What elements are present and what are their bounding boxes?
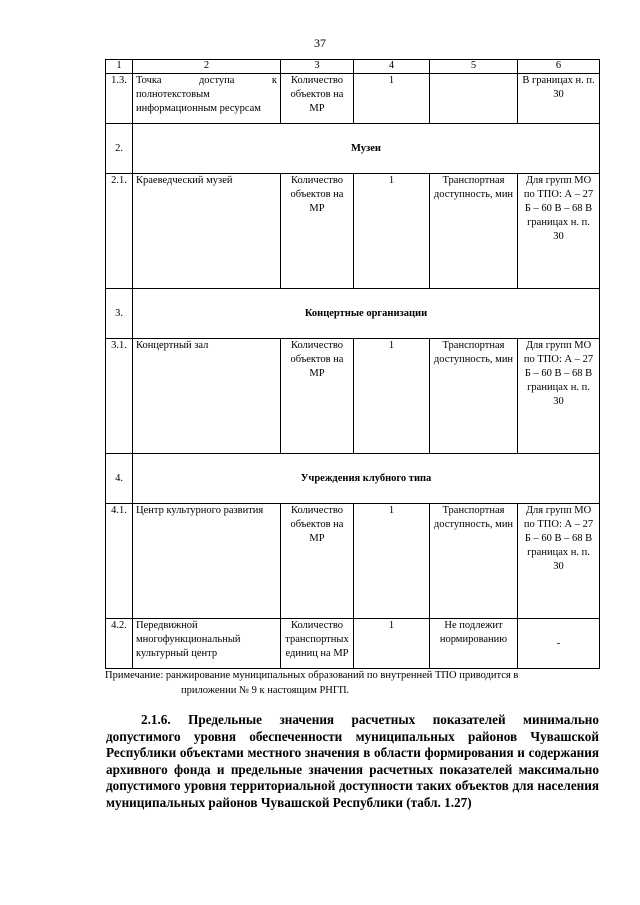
- section-title: Концертные организации: [133, 289, 600, 339]
- limit-cell: Для групп МО по ТПО: А – 27 Б – 60 В – 68 В границах н. п. 30: [518, 504, 600, 619]
- row-number: 3.1.: [106, 339, 133, 454]
- col-header: 3: [281, 60, 354, 74]
- section-title: Учреждения клубного типа: [133, 454, 600, 504]
- row-number: 4.2.: [106, 619, 133, 669]
- col-header: 6: [518, 60, 600, 74]
- table-row: [106, 174, 600, 289]
- row-number: 3.: [106, 289, 133, 339]
- limit-cell: -: [518, 619, 600, 669]
- table-header-row: [106, 60, 600, 74]
- unit-cell: Количество объектов на МР: [281, 174, 354, 289]
- value-cell: 1: [354, 619, 430, 669]
- row-number: 2.1.: [106, 174, 133, 289]
- limit-cell: Для групп МО по ТПО: А – 27 Б – 60 В – 68 В границах н. п. 30: [518, 339, 600, 454]
- criterion-cell: [430, 74, 518, 124]
- table-row: [106, 289, 600, 339]
- section-title: Музеи: [133, 124, 600, 174]
- norms-table: [105, 59, 600, 669]
- table-row: [106, 454, 600, 504]
- page-number: 37: [314, 36, 326, 50]
- criterion-cell: Транспортная доступность, мин: [430, 174, 518, 289]
- col-header: 5: [430, 60, 518, 74]
- col-header: 1: [106, 60, 133, 74]
- table-row: [106, 74, 600, 124]
- unit-cell: Количество транспортных единиц на МР: [281, 619, 354, 669]
- col-header: 2: [133, 60, 281, 74]
- value-cell: 1: [354, 339, 430, 454]
- note-line1: Примечание: ранжирование муниципальных образований по внутренней ТПО приводится в: [105, 670, 519, 681]
- facility-name: Центр культурного развития: [133, 504, 281, 619]
- row-number: 4.: [106, 454, 133, 504]
- unit-cell: Количество объектов на МР: [281, 74, 354, 124]
- note-line2: приложении № 9 к настоящим РНГП.: [181, 685, 350, 696]
- row-number: 4.1.: [106, 504, 133, 619]
- unit-cell: Количество объектов на МР: [281, 339, 354, 454]
- facility-name: Краеведческий музей: [133, 174, 281, 289]
- unit-cell: Количество объектов на МР: [281, 504, 354, 619]
- table-row: [106, 504, 600, 619]
- row-number: 2.: [106, 124, 133, 174]
- table-row: [106, 619, 600, 669]
- criterion-cell: Транспортная доступность, мин: [430, 504, 518, 619]
- col-header: 4: [354, 60, 430, 74]
- limit-cell: В границах н. п. 30: [518, 74, 600, 124]
- limit-cell: Для групп МО по ТПО: А – 27 Б – 60 В – 68 В границах н. п. 30: [518, 174, 600, 289]
- criterion-cell: Транспортная доступность, мин: [430, 339, 518, 454]
- table-row: [106, 339, 600, 454]
- value-cell: 1: [354, 504, 430, 619]
- table-note: [105, 668, 599, 698]
- table-row: [106, 124, 600, 174]
- facility-name: Точка доступа к полнотекстовым информационным ресурсам: [133, 74, 281, 124]
- value-cell: 1: [354, 174, 430, 289]
- section-paragraph: 2.1.6. Предельные значения расчетных показателей минимально допустимого уровня обеспеченности муниципальных районов Чувашской Республики объектами местного значения в области формирования и содержания архивного фонда и предельные значения расчетных показателей максимально допустимого уровня территориальной доступности таких объектов для населения муниципальных районов Чувашской Республики (табл. 1.27): [106, 712, 599, 810]
- criterion-cell: Не подлежит нормированию: [430, 619, 518, 669]
- facility-name: Концертный зал: [133, 339, 281, 454]
- row-number: 1.3.: [106, 74, 133, 124]
- facility-name: Передвижной многофункциональный культурный центр: [133, 619, 281, 669]
- value-cell: 1: [354, 74, 430, 124]
